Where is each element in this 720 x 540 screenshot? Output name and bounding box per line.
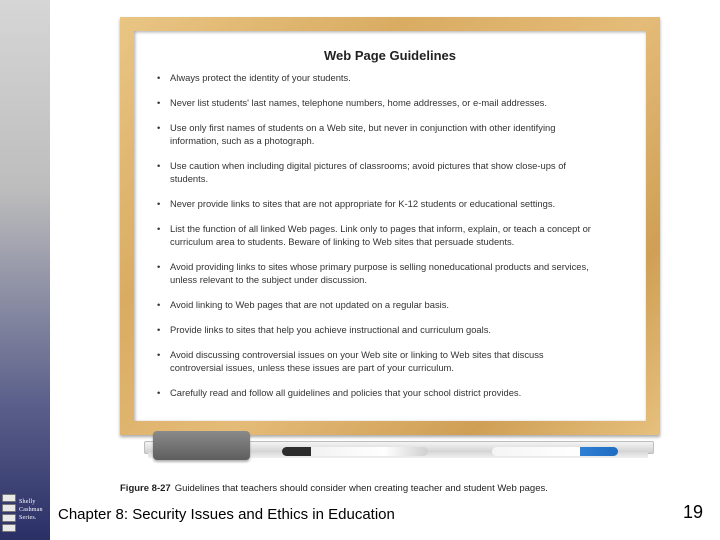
guideline-item: • Always protect the identity of your students.	[154, 71, 594, 84]
logo-line-3: Series.	[19, 515, 37, 521]
guideline-item: • Use only first names of students on a Web site, but never in conjunction with other identifying information, such as a photograph.	[154, 121, 594, 147]
figure-label: Figure 8-27	[120, 483, 171, 494]
whiteboard-frame	[120, 17, 660, 435]
guideline-item: • List the function of all linked Web pages. Link only to pages that inform, explain, or teach a concept or curriculum area to students. Beware of linking to Web sites that persuade students.	[154, 222, 594, 248]
publisher-logo	[2, 490, 48, 536]
guideline-item: • Avoid linking to Web pages that are not updated on a regular basis.	[154, 298, 594, 311]
guideline-item: • Never provide links to sites that are not appropriate for K-12 students or educational settings.	[154, 197, 594, 210]
blue-marker	[492, 447, 618, 456]
figure-caption	[120, 483, 548, 494]
logo-line-1: Shelly	[19, 499, 36, 505]
guideline-item: • Avoid discussing controversial issues on your Web site or linking to Web sites that discuss controversial issues, unless these issues are part of your curriculum.	[154, 348, 594, 374]
logo-line-2: Cashman	[19, 507, 43, 513]
whiteboard-surface	[134, 31, 646, 421]
guideline-item: • Use caution when including digital pictures of classrooms; avoid pictures that show close-ups of students.	[154, 159, 594, 185]
page-number: 19	[683, 502, 704, 522]
books-icon	[2, 494, 16, 532]
figure-caption-text: Guidelines that teachers should consider when creating teacher and student Web pages.	[174, 483, 548, 494]
black-marker	[282, 447, 428, 456]
eraser	[153, 431, 250, 460]
board-title: Web Page Guidelines	[324, 48, 456, 63]
guideline-item: • Avoid providing links to sites whose primary purpose is selling noneducational products and services, unless relevant to the subject under discussion.	[154, 260, 594, 286]
chapter-title: Chapter 8: Security Issues and Ethics in Education	[58, 506, 395, 523]
guideline-item: • Never list students' last names, telephone numbers, home addresses, or e-mail addresses.	[154, 96, 594, 109]
publisher-logo-text	[19, 498, 43, 522]
side-strip	[0, 0, 50, 540]
guideline-item: • Provide links to sites that help you achieve instructional and curriculum goals.	[154, 323, 594, 336]
guidelines-list	[154, 71, 594, 411]
guideline-item: • Carefully read and follow all guidelines and policies that your school district provides.	[154, 386, 594, 399]
